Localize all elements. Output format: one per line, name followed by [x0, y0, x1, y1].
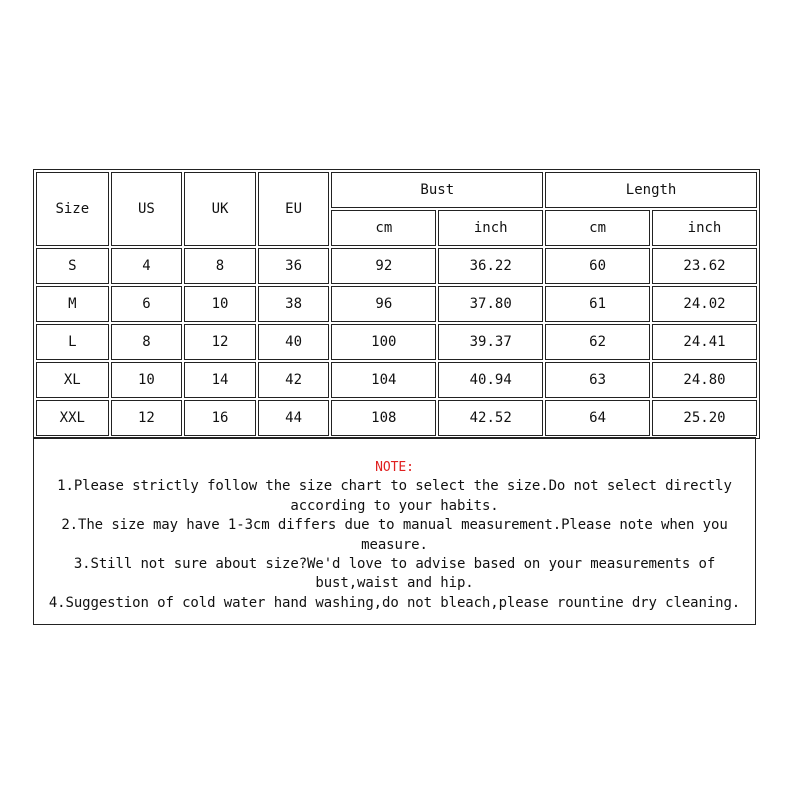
- header-bust: Bust: [331, 172, 543, 208]
- header-length-inch: inch: [652, 210, 757, 246]
- table-row: [36, 400, 757, 436]
- cell-uk: 16: [184, 400, 256, 436]
- header-row-group: [36, 172, 757, 208]
- cell-eu: 38: [258, 286, 330, 322]
- cell-us: 10: [111, 362, 183, 398]
- cell-uk: 14: [184, 362, 256, 398]
- cell-size: M: [36, 286, 109, 322]
- cell-bust-inch: 42.52: [438, 400, 543, 436]
- note-title: NOTE:: [375, 460, 414, 475]
- cell-bust-cm: 100: [331, 324, 436, 360]
- cell-bust-inch: 36.22: [438, 248, 543, 284]
- cell-eu: 36: [258, 248, 330, 284]
- cell-bust-cm: 92: [331, 248, 436, 284]
- cell-size: XL: [36, 362, 109, 398]
- size-chart-table: [33, 169, 760, 439]
- table-row: [36, 248, 757, 284]
- cell-bust-inch: 37.80: [438, 286, 543, 322]
- cell-size: L: [36, 324, 109, 360]
- header-size: Size: [36, 172, 109, 246]
- cell-uk: 10: [184, 286, 256, 322]
- header-bust-cm: cm: [331, 210, 436, 246]
- cell-length-cm: 64: [545, 400, 650, 436]
- header-length: Length: [545, 172, 757, 208]
- cell-bust-inch: 40.94: [438, 362, 543, 398]
- table-row: [36, 324, 757, 360]
- note-item-1: 1.Please strictly follow the size chart to select the size.Do not select directly according to your habits.: [57, 478, 732, 514]
- header-bust-inch: inch: [438, 210, 543, 246]
- cell-length-inch: 24.02: [652, 286, 757, 322]
- cell-bust-cm: 96: [331, 286, 436, 322]
- header-us: US: [111, 172, 183, 246]
- note-item-3: 3.Still not sure about size?We'd love to advise based on your measurements of bust,waist and hip.: [73, 556, 716, 592]
- cell-length-inch: 24.41: [652, 324, 757, 360]
- cell-bust-cm: 104: [331, 362, 436, 398]
- cell-eu: 42: [258, 362, 330, 398]
- table-row: [36, 286, 757, 322]
- cell-length-inch: 25.20: [652, 400, 757, 436]
- cell-length-inch: 23.62: [652, 248, 757, 284]
- table-row: [36, 362, 757, 398]
- cell-length-cm: 62: [545, 324, 650, 360]
- cell-uk: 12: [184, 324, 256, 360]
- cell-uk: 8: [184, 248, 256, 284]
- note-item-4: 4.Suggestion of cold water hand washing,do not bleach,please rountine dry cleaning.: [48, 594, 741, 611]
- cell-us: 8: [111, 324, 183, 360]
- header-length-cm: cm: [545, 210, 650, 246]
- header-uk: UK: [184, 172, 256, 246]
- cell-bust-cm: 108: [331, 400, 436, 436]
- note-item-2: 2.The size may have 1-3cm differs due to manual measurement.Please note when you measure.: [61, 517, 728, 553]
- cell-eu: 44: [258, 400, 330, 436]
- cell-length-inch: 24.80: [652, 362, 757, 398]
- cell-us: 4: [111, 248, 183, 284]
- cell-size: S: [36, 248, 109, 284]
- cell-length-cm: 61: [545, 286, 650, 322]
- cell-length-cm: 60: [545, 248, 650, 284]
- cell-eu: 40: [258, 324, 330, 360]
- header-eu: EU: [258, 172, 330, 246]
- cell-length-cm: 63: [545, 362, 650, 398]
- cell-size: XXL: [36, 400, 109, 436]
- cell-bust-inch: 39.37: [438, 324, 543, 360]
- cell-us: 12: [111, 400, 183, 436]
- notes-box: [33, 437, 756, 625]
- cell-us: 6: [111, 286, 183, 322]
